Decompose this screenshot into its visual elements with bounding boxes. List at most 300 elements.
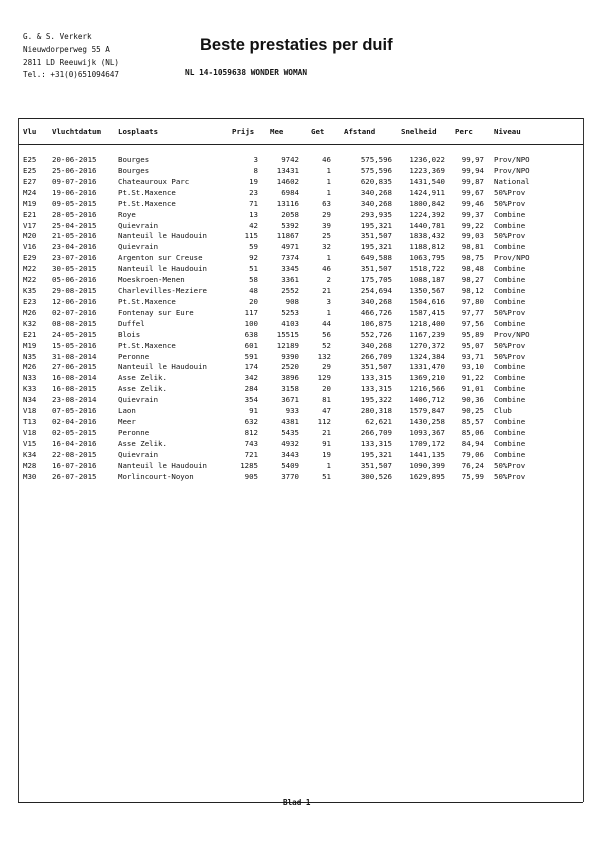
col-snelheid-header: Snelheid	[401, 127, 437, 136]
cell-snelheid: 1090,399	[409, 460, 445, 470]
cell-vlu: V18	[23, 428, 37, 437]
cell-datum: 26-07-2015	[52, 471, 97, 481]
cell-vlu: E25	[23, 165, 37, 175]
cell-losplaats: Bourges	[118, 165, 150, 175]
cell-datum: 25-04-2015	[52, 220, 97, 230]
cell-mee: 5253	[281, 307, 299, 317]
cell-prijs: 20	[249, 296, 258, 306]
cell-niveau: 50%Prov	[494, 198, 526, 208]
cell-losplaats: Chateauroux Parc	[118, 176, 190, 186]
cell-datum: 05-06-2016	[52, 275, 97, 285]
cell-niveau: Prov/NPO	[494, 155, 530, 164]
cell-prijs: 92	[249, 253, 258, 263]
cell-vlu: M28	[23, 460, 37, 470]
cell-mee: 3671	[281, 395, 299, 405]
cell-perc: 95,89	[461, 329, 484, 339]
cell-perc: 91,01	[461, 384, 484, 394]
cell-snelheid: 1504,616	[409, 296, 445, 306]
cell-vlu: K32	[23, 318, 37, 328]
cell-niveau: 50%Prov	[494, 340, 526, 350]
table-row	[0, 166, 600, 177]
page-title: Beste prestaties per duif	[200, 36, 393, 54]
cell-perc: 99,03	[461, 231, 484, 241]
cell-snelheid: 1218,400	[409, 318, 445, 328]
cell-perc: 99,67	[461, 187, 484, 197]
cell-losplaats: Asse Zelik.	[118, 438, 167, 448]
cell-niveau: 50%Prov	[494, 187, 526, 197]
cell-datum: 19-06-2016	[52, 187, 97, 197]
cell-get: 29	[322, 209, 331, 219]
col-prijs-header: Prijs	[232, 127, 255, 136]
cell-niveau: 50%Prov	[494, 307, 526, 317]
cell-mee: 2520	[281, 362, 299, 372]
cell-get: 39	[322, 220, 331, 230]
cell-get: 56	[322, 329, 331, 339]
cell-get: 1	[326, 253, 331, 263]
cell-prijs: 721	[244, 449, 258, 459]
table-row	[0, 406, 600, 417]
cell-get: 2	[326, 275, 331, 285]
cell-get: 3	[326, 296, 331, 306]
table-row	[0, 417, 600, 428]
table-row	[0, 253, 600, 264]
table-row	[0, 461, 600, 472]
cell-perc: 99,37	[461, 209, 484, 219]
table-row	[0, 330, 600, 341]
cell-datum: 31-08-2014	[52, 351, 97, 361]
cell-perc: 98,81	[461, 242, 484, 252]
cell-mee: 4103	[281, 318, 299, 328]
cell-snelheid: 1430,258	[409, 417, 445, 427]
table-header	[0, 127, 600, 138]
cell-losplaats: Nanteuil le Haudouin	[118, 460, 207, 470]
cell-mee: 4971	[281, 242, 299, 252]
cell-get: 112	[317, 417, 331, 427]
cell-snelheid: 1167,239	[409, 329, 445, 339]
owner-address-block	[23, 31, 119, 82]
cell-prijs: 601	[244, 340, 258, 350]
cell-snelheid: 1270,372	[409, 340, 445, 350]
cell-niveau: Combine	[494, 286, 526, 296]
cell-mee: 11867	[276, 231, 299, 241]
cell-afstand: 133,315	[360, 384, 392, 394]
cell-snelheid: 1063,795	[409, 253, 445, 263]
cell-snelheid: 1518,722	[409, 264, 445, 274]
cell-niveau: Combine	[494, 417, 526, 427]
cell-mee: 3361	[281, 275, 299, 285]
cell-losplaats: Meer	[118, 417, 136, 427]
col-losplaats-header: Losplaats	[118, 127, 159, 136]
table-row	[0, 472, 600, 483]
table-row	[0, 341, 600, 352]
table-row	[0, 395, 600, 406]
cell-perc: 85,06	[461, 428, 484, 437]
cell-perc: 98,48	[461, 264, 484, 274]
cell-datum: 09-05-2015	[52, 198, 97, 208]
cell-snelheid: 1587,415	[409, 307, 445, 317]
cell-prijs: 13	[249, 209, 258, 219]
cell-mee: 5435	[281, 428, 299, 437]
cell-get: 19	[322, 449, 331, 459]
cell-niveau: Prov/NPO	[494, 253, 530, 263]
cell-niveau: Combine	[494, 449, 526, 459]
cell-get: 44	[322, 318, 331, 328]
cell-afstand: 195,321	[360, 220, 392, 230]
cell-datum: 23-04-2016	[52, 242, 97, 252]
cell-afstand: 552,726	[360, 329, 392, 339]
cell-mee: 2552	[281, 286, 299, 296]
cell-snelheid: 1224,392	[409, 209, 445, 219]
cell-get: 20	[322, 384, 331, 394]
cell-perc: 93,10	[461, 362, 484, 372]
owner-street: Nieuwdorperweg 55 A	[23, 44, 110, 54]
cell-afstand: 351,507	[360, 231, 392, 241]
cell-mee: 3158	[281, 384, 299, 394]
cell-prijs: 19	[249, 176, 258, 186]
cell-afstand: 106,875	[360, 318, 392, 328]
cell-niveau: Combine	[494, 220, 526, 230]
cell-mee: 6984	[281, 187, 299, 197]
cell-get: 1	[326, 307, 331, 317]
cell-mee: 933	[285, 406, 299, 416]
table-row	[0, 352, 600, 363]
cell-datum: 29-08-2015	[52, 286, 97, 296]
cell-perc: 75,99	[461, 471, 484, 481]
cell-afstand: 266,709	[360, 351, 392, 361]
cell-niveau: Combine	[494, 209, 526, 219]
cell-mee: 12189	[276, 340, 299, 350]
cell-perc: 90,25	[461, 406, 484, 416]
cell-perc: 99,87	[461, 176, 484, 186]
cell-losplaats: Pt.St.Maxence	[118, 198, 176, 208]
cell-niveau: Club	[494, 406, 512, 416]
cell-datum: 02-04-2016	[52, 417, 97, 427]
cell-datum: 16-04-2016	[52, 438, 97, 448]
cell-snelheid: 1431,540	[409, 176, 445, 186]
cell-perc: 90,36	[461, 395, 484, 405]
cell-losplaats: Nanteuil le Haudouin	[118, 362, 207, 372]
owner-name: G. & S. Verkerk	[23, 32, 92, 41]
cell-losplaats: Bourges	[118, 155, 150, 164]
cell-mee: 3443	[281, 449, 299, 459]
cell-get: 25	[322, 231, 331, 241]
cell-losplaats: Quievrain	[118, 395, 159, 405]
cell-niveau: Combine	[494, 428, 526, 437]
cell-perc: 97,56	[461, 318, 484, 328]
cell-mee: 3770	[281, 471, 299, 481]
col-get-header: Get	[311, 127, 325, 136]
cell-get: 1	[326, 176, 331, 186]
cell-datum: 08-08-2015	[52, 318, 97, 328]
cell-niveau: 50%Prov	[494, 231, 526, 241]
table-row	[0, 362, 600, 373]
cell-prijs: 591	[244, 351, 258, 361]
cell-prijs: 59	[249, 242, 258, 252]
cell-get: 32	[322, 242, 331, 252]
cell-get: 29	[322, 362, 331, 372]
cell-afstand: 351,507	[360, 264, 392, 274]
cell-afstand: 195,321	[360, 242, 392, 252]
cell-vlu: M19	[23, 198, 37, 208]
cell-afstand: 351,507	[360, 362, 392, 372]
cell-perc: 91,22	[461, 373, 484, 383]
table-row	[0, 275, 600, 286]
cell-vlu: E27	[23, 176, 37, 186]
cell-snelheid: 1579,847	[409, 406, 445, 416]
cell-get: 63	[322, 198, 331, 208]
table-row	[0, 210, 600, 221]
cell-mee: 13431	[276, 165, 299, 175]
col-perc-header: Perc	[455, 127, 473, 136]
cell-afstand: 340,268	[360, 296, 392, 306]
cell-niveau: Combine	[494, 438, 526, 448]
cell-niveau: 50%Prov	[494, 460, 526, 470]
cell-afstand: 575,596	[360, 155, 392, 164]
table-row	[0, 297, 600, 308]
cell-perc: 84,94	[461, 438, 484, 448]
cell-snelheid: 1369,210	[409, 373, 445, 383]
cell-snelheid: 1216,566	[409, 384, 445, 394]
cell-vlu: N34	[23, 395, 37, 405]
cell-niveau: 50%Prov	[494, 471, 526, 481]
cell-afstand: 300,526	[360, 471, 392, 481]
cell-snelheid: 1324,384	[409, 351, 445, 361]
cell-vlu: E21	[23, 329, 37, 339]
cell-afstand: 351,507	[360, 460, 392, 470]
table-row	[0, 264, 600, 275]
cell-datum: 25-06-2016	[52, 165, 97, 175]
cell-mee: 3345	[281, 264, 299, 274]
cell-prijs: 23	[249, 187, 258, 197]
cell-losplaats: Peronne	[118, 351, 150, 361]
cell-prijs: 354	[244, 395, 258, 405]
cell-get: 1	[326, 165, 331, 175]
col-mee-header: Mee	[270, 127, 284, 136]
cell-prijs: 743	[244, 438, 258, 448]
cell-vlu: T13	[23, 417, 37, 427]
col-vlu-header: Vlu	[23, 127, 37, 136]
cell-perc: 99,22	[461, 220, 484, 230]
cell-losplaats: Quievrain	[118, 242, 159, 252]
cell-get: 1	[326, 460, 331, 470]
cell-datum: 07-05-2016	[52, 406, 97, 416]
cell-losplaats: Duffel	[118, 318, 145, 328]
cell-mee: 9742	[281, 155, 299, 164]
cell-datum: 27-06-2015	[52, 362, 97, 372]
cell-niveau: Combine	[494, 242, 526, 252]
cell-vlu: V16	[23, 242, 37, 252]
cell-mee: 2058	[281, 209, 299, 219]
table-row	[0, 373, 600, 384]
cell-vlu: E29	[23, 253, 37, 263]
owner-city: 2811 LD Reeuwijk (NL)	[23, 57, 120, 67]
cell-vlu: M19	[23, 340, 37, 350]
cell-perc: 98,12	[461, 286, 484, 296]
cell-get: 91	[322, 438, 331, 448]
cell-prijs: 632	[244, 417, 258, 427]
cell-afstand: 266,709	[360, 428, 392, 437]
cell-datum: 22-08-2015	[52, 449, 97, 459]
cell-mee: 5409	[281, 460, 299, 470]
table-row	[0, 450, 600, 461]
cell-vlu: V18	[23, 406, 37, 416]
cell-vlu: E25	[23, 155, 37, 164]
table-row	[0, 155, 600, 166]
cell-get: 81	[322, 395, 331, 405]
cell-afstand: 133,315	[360, 373, 392, 383]
cell-losplaats: Pt.St.Maxence	[118, 340, 176, 350]
cell-mee: 908	[285, 296, 299, 306]
cell-prijs: 3	[253, 155, 258, 164]
cell-prijs: 51	[249, 264, 258, 274]
cell-prijs: 115	[244, 231, 258, 241]
cell-vlu: K34	[23, 449, 37, 459]
cell-get: 129	[317, 373, 331, 383]
cell-losplaats: Fontenay sur Eure	[118, 307, 194, 317]
cell-vlu: V15	[23, 438, 37, 448]
cell-mee: 4932	[281, 438, 299, 448]
cell-snelheid: 1838,432	[409, 231, 445, 241]
cell-datum: 24-05-2015	[52, 329, 97, 339]
cell-afstand: 195,321	[360, 449, 392, 459]
table-row	[0, 428, 600, 439]
cell-datum: 28-05-2016	[52, 209, 97, 219]
cell-niveau: Combine	[494, 373, 526, 383]
cell-afstand: 175,705	[360, 275, 392, 285]
cell-prijs: 638	[244, 329, 258, 339]
cell-prijs: 117	[244, 307, 258, 317]
cell-perc: 93,71	[461, 351, 484, 361]
cell-prijs: 100	[244, 318, 258, 328]
cell-vlu: M20	[23, 231, 37, 241]
cell-datum: 21-05-2016	[52, 231, 97, 241]
cell-snelheid: 1093,367	[409, 428, 445, 437]
table-row	[0, 319, 600, 330]
cell-afstand: 620,835	[360, 176, 392, 186]
cell-losplaats: Quievrain	[118, 220, 159, 230]
cell-niveau: Combine	[494, 264, 526, 274]
cell-get: 46	[322, 264, 331, 274]
table-row	[0, 177, 600, 188]
cell-niveau: Combine	[494, 318, 526, 328]
table-row	[0, 221, 600, 232]
cell-losplaats: Pt.St.Maxence	[118, 296, 176, 306]
cell-prijs: 42	[249, 220, 258, 230]
cell-vlu: E21	[23, 209, 37, 219]
cell-losplaats: Argenton sur Creuse	[118, 253, 203, 263]
pigeon-id: NL 14-1059638 WONDER WOMAN	[185, 68, 308, 77]
cell-datum: 23-08-2014	[52, 395, 97, 405]
cell-losplaats: Asse Zelik.	[118, 373, 167, 383]
cell-datum: 12-06-2016	[52, 296, 97, 306]
cell-datum: 16-08-2015	[52, 384, 97, 394]
cell-snelheid: 1236,022	[409, 155, 445, 164]
cell-perc: 79,06	[461, 449, 484, 459]
table-row	[0, 384, 600, 395]
col-niveau-header: Niveau	[494, 127, 521, 136]
cell-get: 47	[322, 406, 331, 416]
cell-losplaats: Nanteuil le Haudouin	[118, 231, 207, 241]
table-top-rule	[18, 118, 583, 119]
cell-snelheid: 1800,842	[409, 198, 445, 208]
cell-snelheid: 1406,712	[409, 395, 445, 405]
cell-datum: 02-05-2015	[52, 428, 97, 437]
cell-prijs: 342	[244, 373, 258, 383]
cell-snelheid: 1629,895	[409, 471, 445, 481]
owner-phone: Tel.: +31(0)651094647	[23, 70, 120, 80]
cell-perc: 99,97	[461, 155, 484, 164]
cell-snelheid: 1441,135	[409, 449, 445, 459]
cell-niveau: Combine	[494, 296, 526, 306]
cell-perc: 97,80	[461, 296, 484, 306]
cell-snelheid: 1350,567	[409, 286, 445, 296]
cell-vlu: M30	[23, 471, 37, 481]
cell-perc: 85,57	[461, 417, 484, 427]
cell-losplaats: Roye	[118, 209, 136, 219]
cell-niveau: Combine	[494, 395, 526, 405]
cell-perc: 97,77	[461, 307, 484, 317]
col-datum-header: Vluchtdatum	[52, 127, 101, 136]
cell-afstand: 293,935	[360, 209, 392, 219]
cell-vlu: N35	[23, 351, 37, 361]
cell-niveau: Prov/NPO	[494, 329, 530, 339]
cell-losplaats: Asse Zelik.	[118, 384, 167, 394]
cell-losplaats: Nanteuil le Haudouin	[118, 264, 207, 274]
cell-mee: 5392	[281, 220, 299, 230]
cell-vlu: N33	[23, 373, 37, 383]
table-row	[0, 242, 600, 253]
cell-niveau: 50%Prov	[494, 351, 526, 361]
cell-mee: 15515	[276, 329, 299, 339]
page-footer: Blad 1	[283, 798, 311, 807]
cell-perc: 98,27	[461, 275, 484, 285]
cell-niveau: Combine	[494, 362, 526, 372]
cell-get: 1	[326, 187, 331, 197]
cell-prijs: 812	[244, 428, 258, 437]
table-row	[0, 308, 600, 319]
cell-afstand: 340,268	[360, 198, 392, 208]
cell-afstand: 466,726	[360, 307, 392, 317]
cell-snelheid: 1088,187	[409, 275, 445, 285]
cell-snelheid: 1331,470	[409, 362, 445, 372]
cell-afstand: 340,268	[360, 340, 392, 350]
cell-prijs: 48	[249, 286, 258, 296]
cell-perc: 98,75	[461, 253, 484, 263]
cell-losplaats: Morlincourt-Noyon	[118, 471, 194, 481]
cell-afstand: 575,596	[360, 165, 392, 175]
cell-mee: 7374	[281, 253, 299, 263]
cell-afstand: 280,318	[360, 406, 392, 416]
col-afstand-header: Afstand	[344, 127, 376, 136]
header-bottom-rule	[18, 144, 583, 145]
cell-get: 132	[317, 351, 331, 361]
cell-prijs: 284	[244, 384, 258, 394]
cell-afstand: 649,588	[360, 253, 392, 263]
cell-losplaats: Laon	[118, 406, 136, 416]
cell-datum: 20-06-2015	[52, 155, 97, 164]
cell-datum: 15-05-2016	[52, 340, 97, 350]
cell-vlu: V17	[23, 220, 37, 230]
cell-get: 51	[322, 471, 331, 481]
cell-datum: 09-07-2016	[52, 176, 97, 186]
cell-get: 46	[322, 155, 331, 164]
cell-datum: 30-05-2015	[52, 264, 97, 274]
cell-perc: 99,94	[461, 165, 484, 175]
cell-mee: 9390	[281, 351, 299, 361]
cell-afstand: 340,268	[360, 187, 392, 197]
table-row	[0, 199, 600, 210]
cell-vlu: K35	[23, 286, 37, 296]
